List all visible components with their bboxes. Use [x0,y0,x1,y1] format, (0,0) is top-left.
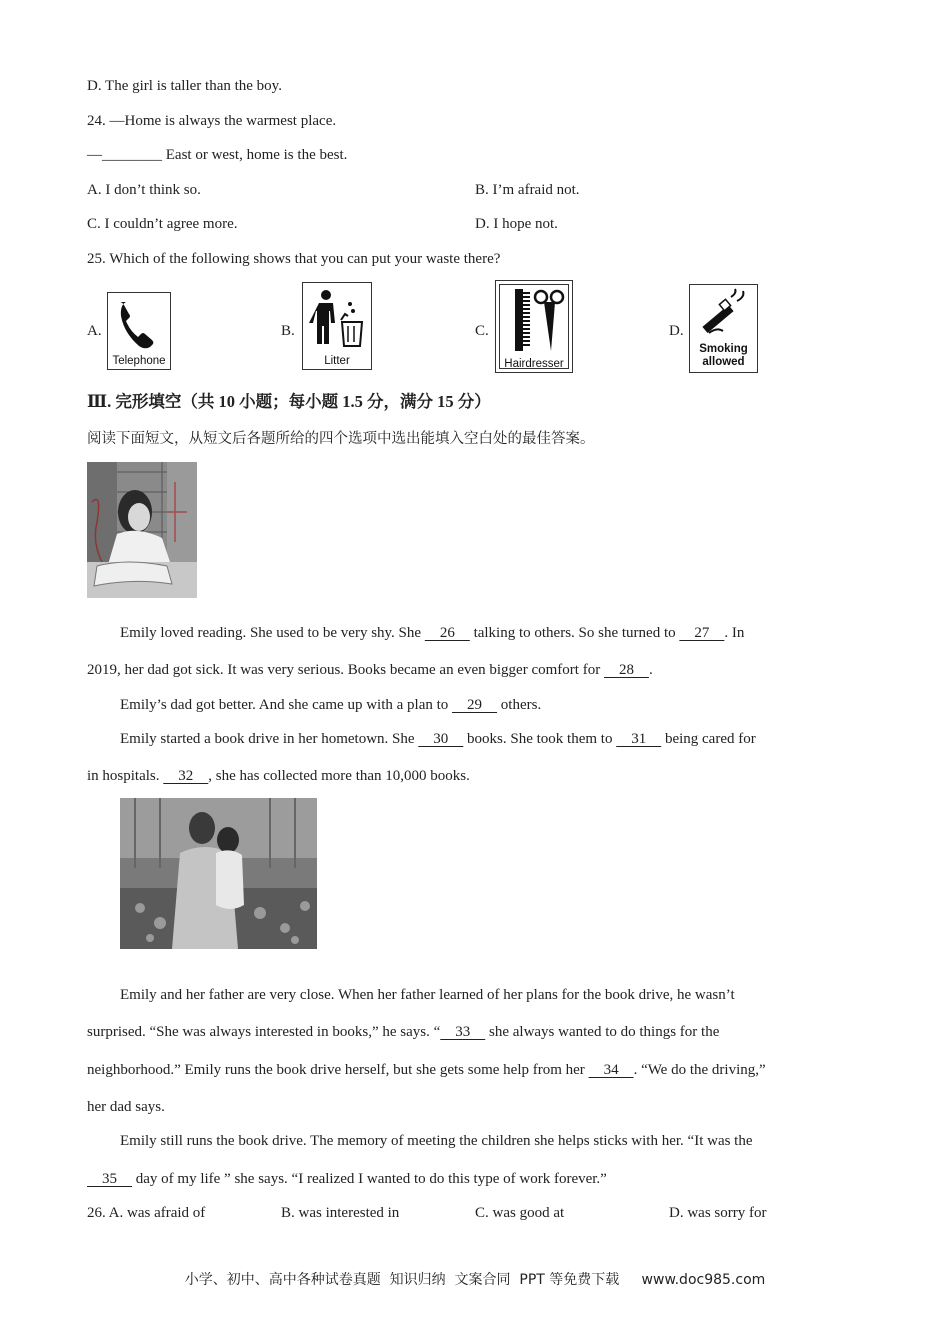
q25-letter-d: D. [669,323,684,339]
blank-34: 34 [588,1062,634,1078]
sign-smoking-allowed [689,284,758,373]
cigarette-icon [691,287,757,343]
q26-option-b: B. was interested in [281,1205,400,1221]
sign-telephone [107,292,171,370]
blank-30: 30 [418,731,464,747]
passage-line: Emily and her father are very close. When her father learned of her plans for the book drive, he wasn’t [120,987,735,1003]
q24-blank: ________ [102,147,162,163]
passage-line: Emily started a book drive in her hometown. She 30 books. She took them to 31 being cared for [120,731,756,747]
q23-option-d: D. The girl is taller than the boy. [87,78,282,94]
blank-28: 28 [603,662,649,678]
sign-caption: Hairdresser [504,358,564,370]
sign-caption: Litter [324,355,350,367]
comb-scissors-icon [499,285,569,357]
q24-option-d: D. I hope not. [475,216,558,232]
sign-caption: Smoking allowed [699,343,748,368]
passage-line: Emily’s dad got better. And she came up with a plan to 29 others. [120,697,542,713]
blank-35: 35 [87,1171,132,1187]
q25-letter-a: A. [87,323,102,339]
passage-line: 35 day of my life ” she says. “I realized I wanted to do this type of work forever.” [87,1171,607,1187]
sign-litter [302,282,372,370]
blank-27: 27 [679,625,725,641]
q25-stem: 25. Which of the following shows that you can put your waste there? [87,251,501,267]
passage-line: Emily still runs the book drive. The memory of meeting the children she helps sticks with her. “It was the [120,1133,753,1149]
blank-32: 32 [163,768,209,784]
photo-girl-reading [87,462,197,598]
page-footer: 小学、初中、高中各种试卷真题 知识归纳 文案合同 PPT 等免费下载 www.doc985.com [184,1272,766,1288]
q26-option-d: D. was sorry for [669,1205,767,1221]
passage-line: in hospitals. 32 , she has collected more than 10,000 books. [87,768,470,784]
blank-26: 26 [424,625,470,641]
q25-letter-c: C. [475,323,489,339]
q24-option-c: C. I couldn’t agree more. [87,216,238,232]
photo-father-daughter [120,798,317,949]
blank-29: 29 [452,697,498,713]
telephone-icon [109,296,169,354]
section-instruction: 阅读下面短文，从短文后各题所给的四个选项中选出能填入空白处的最佳答案。 [87,431,595,447]
passage-line: neighborhood.” Emily runs the book drive herself, but she gets some help from her 34 . “We do the driving,” [87,1062,766,1078]
passage-line: her dad says. [87,1099,165,1115]
passage-line: surprised. “She was always interested in books,” he says. “ 33 she always wanted to do things for the [87,1024,720,1040]
passage-line: Emily loved reading. She used to be very shy. She 26 talking to others. So she turned to 27 . In [120,625,745,641]
q24-stem: 24. —Home is always the warmest place. [87,113,337,129]
q26-option-c: C. was good at [475,1205,565,1221]
q26-option-a: 26. A. was afraid of [87,1205,206,1221]
section-heading: Ⅲ. 完形填空（共 10 小题；每小题 1.5 分，满分 15 分） [87,392,491,411]
blank-33: 33 [440,1024,486,1040]
q24-option-a: A. I don’t think so. [87,182,201,198]
passage-line: 2019, her dad got sick. It was very serious. Books became an even bigger comfort for 28 . [87,662,653,678]
sign-hairdresser [495,280,573,373]
q24-option-b: B. I’m afraid not. [475,182,580,198]
sign-caption: Telephone [112,355,166,367]
litter-bin-icon [304,286,370,352]
q25-letter-b: B. [281,323,295,339]
q24-reply: —________ East or west, home is the best. [87,147,348,163]
blank-31: 31 [616,731,662,747]
